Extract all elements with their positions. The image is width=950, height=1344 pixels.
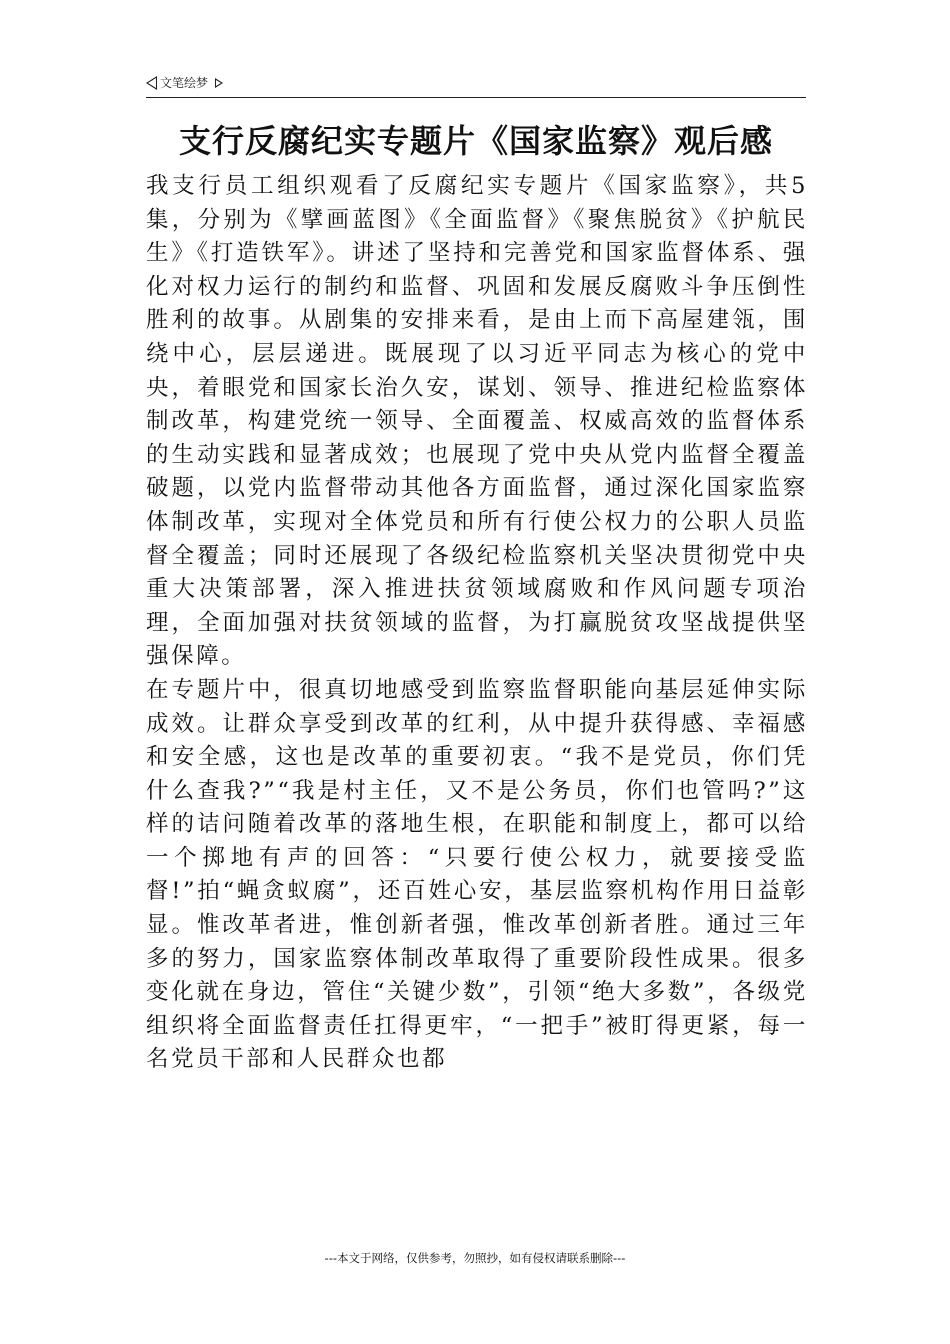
- triangle-right-outline-icon: [215, 78, 223, 88]
- paragraph-1: 我支行员工组织观看了反腐纪实专题片《国家监察》，共5集，分别为《擘画蓝图》《全面监督》《聚焦脱贫》《护航民生》《打造铁军》。讲述了坚持和完善党和国家监督体系、强化对权力运行的制约和监督、巩固和发展反腐败斗争压倒性胜利的故事。从剧集的安排来看，是由上而下高屋建瓴，围绕中心，层层递进。既展现了以习近平同志为核心的党中央，着眼党和国家长治久安，谋划、领导、推进纪检监察体制改革，构建党统一领导、全面覆盖、权威高效的监督体系的生动实践和显著成效；也展现了党中央从党内监督全覆盖破题，以党内监督带动其他各方面监督，通过深化国家监察体制改革，实现对全体党员和所有行使公权力的公职人员监督全覆盖；同时还展现了各级纪检监察机关坚决贯彻党中央重大决策部署，深入推进扶贫领域腐败和作风问题专项治理，全面加强对扶贫领域的监督，为打赢脱贫攻坚战提供坚强保障。: [146, 173, 808, 670]
- brand-text: 文笔绘梦: [160, 76, 209, 90]
- page-header: [146, 72, 806, 98]
- paragraph-2: 在专题片中，很真切地感受到监察监督职能向基层延伸实际成效。让群众享受到改革的红利，从中提升获得感、幸福感和安全感，这也是改革的重要初衷。“我不是党员，你们凭什么查我?”“我是村主任，又不是公务员，你们也管吗?”这样的诘问随着改革的落地生根，在职能和制度上，都可以给一个掷地有声的回答：“只要行使公权力，就要接受监督!”拍“蝇贪蚁腐”，还百姓心安，基层监察机构作用日益彰显。惟改革者进，惟创新者强，惟改革创新者胜。通过三年多的努力，国家监察体制改革取得了重要阶段性成果。很多变化就在身边，管住“关键少数”，引领“绝大多数”，各级党组织将全面监督责任扛得更牢，“一把手”被盯得更紧，每一名党员干部和人民群众也都: [146, 676, 808, 1073]
- header-brand: [146, 74, 223, 91]
- document-title: 支行反腐纪实专题片《国家监察》观后感: [178, 122, 773, 160]
- triangle-left-outline-icon: [146, 76, 157, 90]
- footer-notice: ---本文于网络，仅供参考，勿照抄，如有侵权请联系删除---: [324, 1251, 626, 1265]
- document-body: [146, 170, 808, 1077]
